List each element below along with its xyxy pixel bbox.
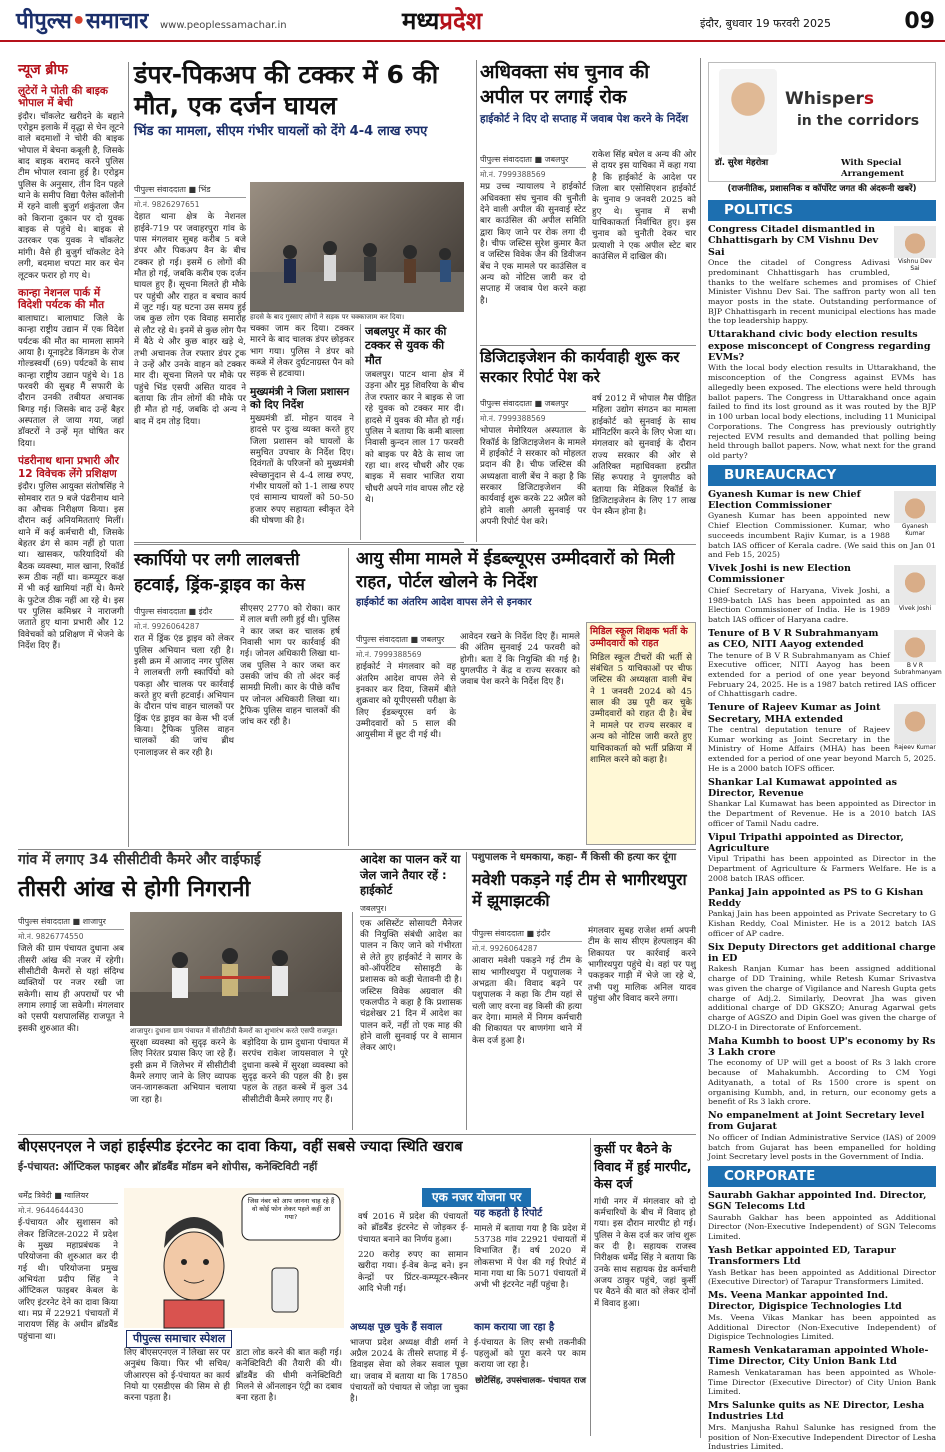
advocate-byline: पीपुल्स संवाददाता ■ जबलपुर bbox=[480, 153, 586, 168]
ews-story bbox=[356, 548, 696, 628]
bsnl-text-1: ई-पंचायत और सुशासन को लेकर डिजिटल-2022 में प्रदेश के मुख्य महाप्रबंधक ने परियोजना की शुरुआत कर दी गई थी। परियोजना प्रमुख अभियंता प्रदीप सिंह ने ऑप्टिकल फाइबर केबल के जरिए इंटरनेट देने का दावा किया था। मप्र में 22921 पंचायतों में नारायण सिंह के अधीन ब्रॉडबैंड पहुंचाना था। bbox=[18, 1218, 118, 1342]
bureaucracy-text: The tenure of B V R Subrahmanyam as Chief Executive officer, NITI Aayog has been extended for a period of one year beyond February 24, 2025. He is a 1987 batch retired IAS officer of Chhattisgarh cadre. bbox=[708, 650, 936, 699]
jail-byline: जबलपुर। bbox=[360, 902, 462, 917]
divider bbox=[18, 1134, 696, 1135]
ews-text-2: आवेदन रखने के निर्देश दिए हैं। मामले की अंतिम सुनवाई 24 फरवरी को होगी। बता दें कि नियुक्ति की गई है। युगलपीठ ने केंद्र व राज्य सरकार को जवाब पेश करने के निर्देश दिए हैं। bbox=[460, 632, 580, 688]
rajeev-kumar-photo-icon: Rajeev Kumar bbox=[894, 704, 936, 750]
bureaucracy-headline[interactable]: Six Deputy Directors get additional charge in ED bbox=[708, 941, 936, 964]
ews-text-1: हाईकोर्ट ने मंगलवार को वह अंतरिम आदेश वापस लेने से इनकार कर दिया, जिसमें बीते शुक्रवार को यूपीएससी परीक्षा के लिए ईडब्ल्यूएस वर्ग के उम्मीदवारों को 5 साल की आयुसीमा में छूट दी गई थी। bbox=[356, 662, 456, 741]
lead-text-1: देहात थाना क्षेत्र के नेशनल हाईवे-719 पर जवाहरपुरा गांव के पास मंगलवार सुबह करीब 5 बजे डंपर और पिकअप वैन के बीच टक्कर हो गई। इसमें 6 लोगों की मौत हो गई, जबकि करीब एक दर्जन घायल हुए हैं। सूचना मिलते ही मौके पर पहुंची और राहत व बचाव कार्य में जुट गई। यह घटना उस समय हुई जब कुछ लोग एक विवाह समारोह से लौट रहे थे। इनमें से कुछ लोग पैन में बैठे थे और कुछ बाहर खड़े थे, तभी अचानक तेज रफ्तार डंपर ट्रक ने उन्हें और उनके वाहन को टक्कर मार दी। सूचना मिलने पर मौके पर पहुंचे भिंड एसपी असित यादव ने बताया कि तीन लोगों की मौके पर ही मौत हो गई, जबकि दो अन्य ने बाद में दम तोड़ दिया। bbox=[134, 212, 246, 427]
corporate-headline[interactable]: Yash Betkar appointed ED, Tarapur Transformers Ltd bbox=[708, 1244, 896, 1268]
bureaucracy-text: The economy of UP will get a boost of Rs 3 lakh crore because of Mahakumbh. According to CM Yogi Adityanath, a total of Rs 1500 crore is spent on organising Kumbh, and, in return, our economy gets a benefit of Rs 3 lakh crore. bbox=[708, 1058, 936, 1107]
bureaucracy-headline[interactable]: Shankar Lal Kumawat appointed as Director, Revenue bbox=[708, 776, 898, 800]
advocate-mobile: मो.नं. 7999388569 bbox=[480, 170, 546, 179]
bureaucracy-text: Vipul Tripathi has been appointed as Director in the Department of Agriculture & Farmers Welfare. He is a 2008 batch IRAS officer. bbox=[708, 854, 936, 883]
brief-text: बालाघाट। बालाघाट जिले के कान्हा राष्ट्रीय उद्यान में एक विदेश पर्यटक की मौत का मामला सामने आया है। यूनाइटेड किंगडम के रोज गोल्डस्वर्थी (69) पर्यटकों के साथ कान्हा राष्ट्रीय उद्यान पहुंचे थे। 18 फरवरी की सुबह मैं सफारी के दौरान उनकी तबीयत अचानक बिगड़ गई। जिसके बाद उन्हें बैहर अस्पताल ले जाया गया, जहां डॉक्टरों ने उन्हें मृत घोषित कर दिया। bbox=[18, 314, 124, 449]
crowd-scene-icon bbox=[250, 182, 464, 312]
author-photo-icon bbox=[719, 69, 777, 155]
bureaucracy-text: Pankaj Jain has been appointed as Private Secretary to G Kishan Reddy, Coal Minister. He is a 2012 batch IAS officer of AP cadre. bbox=[708, 909, 936, 938]
gyanesh-kumar-photo-icon: Gyanesh Kumar bbox=[894, 491, 936, 537]
cctv-col-mid bbox=[130, 1038, 236, 1132]
cattle-text-1: आवारा मवेशी पकड़ने गई टीम के साथ भागीरथपुरा में पशुपालक ने अभद्रता की। विवाद बढ़ने पर पशुपालक ने कहा कि टीम यहां से चली जाए वरना वह किसी की हत्या कर देगा। मामले में निगम कर्मचारी की शिकायत पर बाणगंगा थाने में केस दर्ज हुआ है। bbox=[472, 956, 582, 1046]
cctv-text-3: बड़ोदिया के ग्राम दुधाना पंचायत में सरपंच राकेश जायसवाल ने पूरे दुधाना कस्बे में सुरक्षा व्यवस्था को सुदृढ़ करने की पहल की है। इस पहल के तहत कस्बे में कुल 34 सीसीटीवी कैमरे लगाए गए हैं। bbox=[242, 1038, 348, 1105]
corporate-headline[interactable]: Ms. Veena Mankar appointed Ind. Director, Digispice Technologies Ltd bbox=[708, 1290, 902, 1313]
lead-sub-text: मुख्यमंत्री डॉ. मोहन यादव ने हादसे पर दुःख व्यक्त करते हुए जिला प्रशासन को घायलों के समुचित उपचार के निर्देश दिए। दिवंगतों के परिजनों को मुख्यमंत्री स्वेच्छानुदान से 4-4 लाख रुपए, गंभीर घायलों को 1-1 लाख रुपए एवं सामान्य घायलों को 50-50 हजार रुपए सहायता स्वीकृत देने की घोषणा की है। bbox=[250, 413, 354, 527]
corporate-headline[interactable]: Ramesh Venkataraman appointed Whole-Time Director, City Union Bank Ltd bbox=[708, 1345, 929, 1368]
column-rule bbox=[476, 60, 477, 542]
bureaucracy-text: The central deputation tenure of Rajeev Kumar working as Joint Secretary in the Ministry of Home Affairs (MHA) has been extended for a period of one year beyond March 5, 2025. He is a 2000 batch IOFS officer. bbox=[708, 724, 936, 773]
dateline: इंदौर, बुधवार 19 फरवरी 2025 bbox=[700, 17, 832, 30]
corporate-item bbox=[708, 1190, 936, 1242]
cctv-headline[interactable]: तीसरी आंख से होगी निगरानी bbox=[18, 876, 251, 902]
digitization-text-2: वर्ष 2012 में भोपाल गैस पीड़ित महिला उद्योग संगठन का मामला हाईकोर्ट को सुनवाई के साथ मॉनिटरिंग करने के लिए भेजा था। मंगलवार को सुनवाई के दौरान राज्य सरकार की ओर से अतिरिक्त महाधिवक्ता हरप्रीत सिंह रूपराह ने युगलपीठ को बताया कि मेडिकल रिकॉर्ड के डिजिटाइजेशन के लिए 17 लाख पेन स्कैन होना है। bbox=[592, 394, 696, 518]
cctv-kicker: गांव में लगाए 34 सीसीटीवी कैमरे और वाईफाई bbox=[18, 852, 261, 868]
ews-byline: पीपुल्स संवाददाता ■ जबलपुर bbox=[356, 633, 456, 648]
column-rule bbox=[128, 62, 129, 847]
bureaucracy-headline[interactable]: Vipul Tripathi appointed as Director, Agriculture bbox=[708, 831, 904, 855]
lead-photo-caption: हादसे के बाद गुस्साए लोगों ने सड़क पर चक्काजाम कर दिया। bbox=[250, 313, 405, 321]
bsnl-cartoon bbox=[124, 1188, 344, 1328]
vivek-joshi-photo-icon: Vivek Joshi bbox=[894, 565, 936, 611]
jail-text: एक असिस्टेंट सोसायटी मैनेजर की नियुक्ति संबंधी आदेश का पालन न किए जाने को गंभीरता से लेते हुए हाईकोर्ट ने सागर के को-ऑपरेटिव सोसाइटी के प्रशासक को कड़ी चेतावनी दी है। जस्टिस विवेक अग्रवाल की एकलपीठ ने कहा है कि प्रशासक चंद्रशेखर 21 दिन में आदेश का पालन करें, नहीं तो एक माह की होने वाली सुनवाई पर वे सामान लेकर आएं। bbox=[360, 918, 462, 1054]
page-number: 09 bbox=[904, 9, 935, 34]
digitization-mobile: मो.नं. 7999388569 bbox=[480, 414, 546, 423]
whispers-subtitle: in the corridors bbox=[797, 113, 920, 129]
scorpio-text-2: सीएसए 2770 को रोका। कार में लाल बत्ती लगी हुई थी। पुलिस ने कार जब्त कर चालक हर्ष निवासी भाग पर कार्रवाई की गई। जोनल अधिकारी लिखा था-जब पुलिस ने कार जब्त कर उसकी जांच की तो अंदर कई सामग्री मिली। कार के पीछे काँच पर जोनल अधिकारी लिखा था। ट्रैफिक पुलिस वाहन चालकों की जांच कर रही है। bbox=[240, 604, 340, 728]
digitization-col-left bbox=[480, 394, 586, 540]
jail-headline[interactable]: आदेश का पालन करें या जेल जाने तैयार रहें : हाईकोर्ट bbox=[360, 852, 461, 898]
cattle-headline[interactable]: मवेशी पकड़ने गई टीम से भागीरथपुरा में झूमाझटकी bbox=[472, 869, 687, 911]
bureaucracy-headline[interactable]: Maha Kumbh to boost UP's economy by Rs 3 Lakh crore bbox=[708, 1035, 936, 1058]
scheme-point: वर्ष 2016 में प्रदेश की पंचायतों को ब्रॉडबैंड इंटरनेट से जोड़कर ई-पंचायत बनाने का निर्णय हुआ। bbox=[358, 1212, 468, 1245]
corporate-text: Ms. Veena Vikas Mankar has been appointed as Additional Director (Non-Executive Independent) of Digispice Technologies Limited. bbox=[708, 1312, 936, 1342]
bsnl-col-left bbox=[18, 1186, 118, 1436]
bsnl-mobile: मो.नं. 9644644430 bbox=[18, 1206, 84, 1215]
bureaucracy-text: Gyanesh Kumar has been appointed new Chief Election Commissioner. Kumar, who succeeds incumbent Rajiv Kumar, is a 1988 batch IAS officer of Kerala cadre. (We said this on Jan 01 and Feb 15, 2025) bbox=[708, 511, 936, 560]
report-box bbox=[474, 1208, 586, 1292]
advocate-text-2: राकेश सिंह बघेल व अन्य की ओर से दायर इस याचिका में कहा गया है कि हाईकोर्ट के आदेश पर जिला बार एसोसिएशन हाईकोर्ट के चुनाव 9 जनवरी 2025 को हुए थे। चुनाव में सभी याचिकाकर्ता निर्वाचित हुए। इस चुनाव को चुनौती देकर चार प्रत्याशी ने एक अपील स्टेट बार काउंसिल में दाखिल की। bbox=[592, 150, 696, 263]
bsnl-deck: ई-पंचायत: ऑप्टिकल फाइबर और ब्रॉडबैंड मॉडम बने शोपीस, कनेक्टिविटी नहीं bbox=[18, 1161, 318, 1174]
scheme-point: 220 करोड़ रुपए का सामान खरीदा गया। ई-वेब केन्द्र बने। इन केन्द्रों पर प्रिंटर-कम्प्यूटर-स्कैनर आदि भेजी गई। bbox=[358, 1250, 468, 1295]
whispers-arrangement: With Special Arrangement bbox=[841, 158, 905, 179]
bsnl-story bbox=[18, 1138, 586, 1184]
corporate-text: Yash Betkar has been appointed as Additional Director (Executive Director) of Tarapur Transformers Limited. bbox=[708, 1267, 936, 1287]
chair-headline[interactable]: कुर्सी पर बैठने के विवाद में हुई मारपीट, केस दर्ज bbox=[594, 1141, 692, 1191]
corporate-text: Saurabh Gakhar has been appointed as Additional Director (Non-Executive Independent) of SGN Telecoms Limited. bbox=[708, 1212, 936, 1242]
whispers-header bbox=[708, 62, 936, 182]
bureaucracy-item bbox=[708, 777, 936, 829]
whispers-brand: Whispers bbox=[785, 89, 875, 109]
brief-text: इंदौर। चॉकलेट खरीदने के बहाने एरोड्रम इलाके में वृद्धा से चेन लूटने वाले बदमाशों ने चोरी की बाइक भोपाल में बेचना कबूली है, जिसके बाद बाइक बरामद करने पुलिस टीम भोपाल रवाना हुई है। एरोड्रम पुलिस के अनुसार, तीन दिन पहले थाने के समीप विद्या पैलेस कॉलोनी में रहने वाली बुजुर्ग शकुंतला जैन को किराना दुकान पर दो युवक बाइक से पहुंचे थे। बाइक से उतरकर एक युवक ने चॉकलेट मांगी। वैसे ही बुजुर्ग चॉकलेट देने लगी, बदमाश चपटा मार कर चेन लूटकर फरार हो गए थे। bbox=[18, 111, 124, 281]
scorpio-col-left bbox=[134, 602, 234, 845]
cattle-kicker: पशुपालक ने धमकाया, कहा- मैं किसी की हत्या कर दूंगा bbox=[472, 852, 677, 863]
cctv-mobile: मो.नं. 9826774550 bbox=[18, 932, 84, 941]
advocate-col-left bbox=[480, 150, 586, 342]
lead-subhead: मुख्यमंत्री ने जिला प्रशासन को दिए निर्देश bbox=[250, 385, 350, 411]
bureaucracy-item bbox=[708, 1036, 936, 1107]
chair-text: गांधी नगर में मंगलवार को दो कर्मचारियों के बीच में विवाद हो गया। इस दौरान मारपीट हो गई। पुलिस ने केस दर्ज कर जांच शुरू कर दी है। सहायक राजस्व निरीक्षक धर्मेंद्र सिंह ने बताया कि उनके साथ सहायक ग्रेड कर्मचारी अजय ठाकुर पहुंचे, जहां कुर्सी पर बैठने की बात को लेकर दोनों में विवाद हुआ। bbox=[594, 1196, 696, 1309]
bureaucracy-item bbox=[708, 942, 936, 1033]
bureaucracy-label: BUREAUCRACY bbox=[708, 465, 936, 486]
bureaucracy-item bbox=[708, 563, 936, 625]
bsnl-col-mid bbox=[124, 1348, 230, 1436]
teacher-text: मिडिल स्कूल टीचरों की भर्ती से संबंधित 5 याचिकाओं पर चीफ जस्टिस की अध्यक्षता वाली बेंच ने 1 जनवरी 2024 को 45 साल की उम्र पूरी कर चुके उम्मीदवारों को राहत दी है। बेंच ने मामले पर राज्य सरकार व अन्य को नोटिस जारी करते हुए याचिकाकर्ता को भर्ती प्रक्रिया में शामिल करने को कहा है। bbox=[590, 652, 692, 765]
corporate-label: CORPORATE bbox=[708, 1166, 936, 1187]
bureaucracy-text: Shankar Lal Kumawat has been appointed as Director in the Department of Revenue. He is a 2010 batch IAS officer of Tamil Nadu cadre. bbox=[708, 799, 936, 828]
corporate-headline[interactable]: Mrs Salunke quits as NE Director, Lesha Industries Ltd bbox=[708, 1400, 925, 1423]
column-rule bbox=[466, 852, 467, 1130]
brief-item bbox=[18, 455, 124, 652]
car-crash-headline[interactable]: जबलपुर में कार की टक्कर से युवक की मौत bbox=[365, 324, 447, 367]
corporate-item bbox=[708, 1400, 936, 1452]
cattle-text-2: मंगलवार सुबह राजेश शर्मा अपनी टीम के साथ सीएम हेल्पलाइन की शिकायत पर कार्रवाई करने भागीरथपुरा पहुंचे थे। वहां पर पशु पकड़कर गाड़ी में भेजे जा रहे थे, तभी पशु मालिक अनिल यादव पहुंचा और विवाद करने लगा। bbox=[588, 926, 696, 1005]
teacher-box bbox=[586, 622, 696, 845]
cattle-byline: पीपुल्स संवाददाता ■ इंदौर bbox=[472, 927, 582, 942]
advocate-headline[interactable]: अधिवक्ता संघ चुनाव की अपील पर लगाई रोक bbox=[480, 61, 650, 108]
ews-headline[interactable]: आयु सीमा मामले में ईडब्ल्यूएस उम्मीदवारों को मिली राहत, पोर्टल खोलने के निर्देश bbox=[356, 549, 675, 592]
column-rule bbox=[352, 912, 353, 1130]
scorpio-byline: पीपुल्स संवाददाता ■ इंदौर bbox=[134, 605, 234, 620]
cattle-col-left bbox=[472, 924, 582, 1130]
scorpio-mobile: मो.नं. 9926064287 bbox=[134, 622, 200, 631]
jail-story bbox=[360, 852, 462, 1130]
corporate-text: Mrs. Manjusha Rahul Salunke has resigned from the position of Non-Executive Independent Director of Lesha Industries Limited. bbox=[708, 1422, 936, 1452]
work-signature: छोटेसिंह, उपसंचालक- पंचायत राज bbox=[475, 1375, 586, 1386]
question-text: भाजपा प्रदेश अध्यक्ष वीडी शर्मा ने अप्रैल 2024 के तीसरे सप्ताह में ई-डिवाइस सेवा को लेकर सवाल पूछा था। जवाब में बताया था कि 17850 पंचायतों को पंचायत से जोड़ा जा चुका है। bbox=[350, 1337, 468, 1405]
digitization-story bbox=[480, 348, 696, 392]
divider bbox=[18, 849, 696, 850]
brief-headline: पंडरीनाथ थाना प्रभारी और 12 विवेचक लेंगे प्रशिक्षण bbox=[18, 455, 119, 480]
corporate-headline[interactable]: Saurabh Gakhar appointed Ind. Director, SGN Telecoms Ltd bbox=[708, 1189, 927, 1213]
cctv-text-2: सुरक्षा व्यवस्था को सुदृढ़ करने के लिए निरंतर प्रयास किए जा रहे हैं। इसी क्रम में जिलेभर में सीसीटीवी कैमरे लगाए जाने के लिए व्यापक जन-जागरूकता अभियान चलाया जा रहा है। bbox=[130, 1038, 236, 1105]
scheme-points bbox=[350, 1208, 468, 1295]
bureaucracy-item bbox=[708, 627, 942, 699]
digitization-text-1: भोपाल मेमोरियल अस्पताल के रिकॉर्ड के डिजिटाइजेशन के मामले में हाईकोर्ट ने सरकार को मोहलत प्रदान की है। चीफ जस्टिस की अध्यक्षता वाली बेंच ने कहा है कि सरकार डिजिटाइजेशन की कार्यवाई शुरू करके 22 अप्रैल को होने वाली अगली सुनवाई पर अपनी रिपोर्ट पेश करे। bbox=[480, 426, 586, 528]
section-title: मध्यप्रदेश bbox=[402, 7, 483, 35]
bureaucracy-headline[interactable]: Pankaj Jain appointed as PS to G Kishan Reddy bbox=[708, 886, 924, 910]
bureaucracy-text: Rakesh Ranjan Kumar has been assigned additional charge of DD Training, while Retesh Kumar Srivastva was given the charge of Vigilance and Naresh Gupta gets charge of Adj.2. Similarly, Deovrat Jha was given additional charge of DD GKSZO; Anurag Agarwal gets charge of AGSZO and Dipin Goel was given the charge of DLZO-I in Directorate of Enforcement. bbox=[708, 964, 936, 1032]
report-text: मामले में बताया गया है कि प्रदेश में 53738 गांव 22921 पंचायतों में विभाजित हैं। वर्ष 2020 में लोकसभा में पेश की गई रिपोर्ट में माना गया था कि 5071 पंचायतों में अभी भी इंटरनेट नहीं पहुंचा है। bbox=[474, 1223, 586, 1291]
teacher-headline[interactable]: मिडिल स्कूल शिक्षक भर्ती के उम्मीदवारों को राहत bbox=[590, 626, 688, 649]
inauguration-scene-icon bbox=[130, 912, 342, 1026]
ews-col-left bbox=[356, 630, 456, 845]
politics-text: With the local body election results in Uttarakhand, the misconception of the Congress against EVMs has allegedly been exposed. The elections were held through ballot papers. The Congress in Uttarakhand once again failed to find its lost ground as it was routed by the BJP in 100 urban local body elections, including 11 Municipal Corporations. The Congress has previously outrightly rejected EVM results and demanded that polling being held through ballot papers. Now, what next for the grand old party? bbox=[708, 363, 936, 460]
politics-headline[interactable]: Uttarakhand civic body election results expose misconcept of Congress regarding EVMs? bbox=[708, 329, 931, 363]
divider bbox=[134, 542, 464, 543]
brief-headline: कान्हा नेशनल पार्क में विदेशी पर्यटक की मौत bbox=[18, 286, 105, 312]
bsnl-byline: धर्मेंद्र त्रिवेदी ■ ग्वालियर bbox=[18, 1189, 118, 1204]
scorpio-text-1: रात में ड्रिंक एंड ड्राइव को लेकर पुलिस अभियान चला रही है। इसी क्रम में आजाद नगर पुलिस ने लालबत्ती लगी स्कार्पियो को पकड़ा और चालक पर कार्रवाई करते हुए बत्ती हटवाई। अभियान के दौरान पांच वाहन चालकों पर ड्रिंक एंड ड्राइव का केस भी दर्ज किया। ट्रैफिक पुलिस वाहन चालकों की जांच ब्रीथ एनालाइजर से कर रही है। bbox=[134, 634, 234, 758]
bureaucracy-item bbox=[708, 489, 936, 560]
bureaucracy-text: No officer of Indian Administrative Service (IAS) of 2009 batch from Gujarat has been empanelled for holding Joint Secretary level posts in the Government of India. bbox=[708, 1132, 936, 1162]
column-rule bbox=[590, 1138, 591, 1436]
bureaucracy-item bbox=[708, 1110, 936, 1162]
bvr-subrahmanyam-photo-icon: B V R Subrahmanyam bbox=[894, 630, 936, 676]
column-rule bbox=[348, 548, 349, 846]
newspaper-logo[interactable]: पीपुल्स•समाचार bbox=[16, 9, 149, 34]
masthead bbox=[0, 0, 945, 42]
corporate-item bbox=[708, 1345, 936, 1397]
divider bbox=[134, 544, 696, 545]
corporate-text: Ramesh Venkataraman has been appointed as Whole-Time Director (Executive Director) of City Union Bank Limited. bbox=[708, 1367, 936, 1397]
cctv-col-left bbox=[18, 912, 124, 1132]
question-box bbox=[350, 1322, 468, 1406]
scheme-banner: एक नजर योजना पर bbox=[422, 1188, 531, 1207]
bureaucracy-headline[interactable]: Tenure of Rajeev Kumar as Joint Secretary, MHA extended bbox=[708, 702, 881, 725]
special-tag: पीपुल्स समाचार स्पेशल bbox=[126, 1330, 232, 1348]
whispers-author: डॉ. सुरेश मेहरोत्रा bbox=[715, 158, 769, 168]
work-headline: काम कराया जा रहा है bbox=[474, 1322, 555, 1333]
right-column bbox=[708, 196, 942, 1452]
site-url[interactable]: www.peoplessamachar.in bbox=[160, 20, 287, 31]
digitization-col-right bbox=[592, 394, 696, 540]
vishnu-dev-sai-photo-icon: Vishnu Dev Sai bbox=[894, 226, 936, 272]
lead-col-left bbox=[134, 180, 246, 540]
car-crash-text: जबलपुर। पाटन थाना क्षेत्र में उड़ना और मुड़ शिवरिया के बीच तेज रफ्तार कार ने बाइक से जा रहे युवक को टक्कर मार दी। हादसे में युवक की मौत हो गई। पुलिस ने बताया कि कमी बाल्ला निवासी कुन्दन लाल 17 फरवरी को बाइक पर बैठे के साथ जा रहा था। शरद चौधरी और एक बाइक में सवार भाजित राया चौधरी अपने गांव वापस लौट रहे थे। bbox=[365, 370, 464, 505]
scheme-box bbox=[350, 1188, 586, 1436]
cctv-col-right bbox=[242, 1038, 348, 1132]
whispers-tagline: (राजनीतिक, प्रशासनिक व कॉर्पोरेट जगत की अंदरूनी खबरें) bbox=[727, 184, 917, 194]
lead-text-2: चक्का जाम कर दिया। टक्कर मारने के बाद चालक डंपर छोड़कर भाग गया। पुलिस ने डंपर को कब्जे में लेकर दुर्घटनाग्रस्त पैन को सड़क से हटवाया। bbox=[250, 324, 354, 380]
politics-text: Once the citadel of Congress Adivasi predominant Chhattisgarh has crumbled, thanks to the welfare schemes and promises of Chief Minister Vishnu Dev Sai. The saffron party won all ten mayor posts in the state. Outstanding performance of BJP Chhattisgarh in recent municipal elections has made the top leadership happy. bbox=[708, 258, 936, 326]
advocate-deck: हाईकोर्ट ने दिए दो सप्ताह में जवाब पेश करने के निर्देश bbox=[480, 113, 689, 126]
bureaucracy-headline[interactable]: Vivek Joshi is new Election Commissioner bbox=[708, 563, 851, 586]
corporate-item bbox=[708, 1290, 936, 1342]
lead-mobile: मो.नं. 9826297651 bbox=[134, 200, 200, 209]
corporate-item bbox=[708, 1245, 936, 1287]
ews-mobile: मो.नं. 7999388569 bbox=[356, 650, 422, 659]
lead-photo bbox=[250, 182, 464, 312]
bureaucracy-headline[interactable]: Tenure of B V R Subrahmanyam as CEO, NITI Aayog extended bbox=[708, 627, 879, 651]
bureaucracy-headline[interactable]: Gyanesh Kumar is new Chief Election Commissioner bbox=[708, 488, 861, 511]
cctv-byline: पीपुल्स संवाददाता ■ शाजापुर bbox=[18, 915, 124, 930]
brief-headline: लुटेरों ने पोती की बाइक भोपाल में बेची bbox=[18, 84, 108, 110]
lead-col-mid bbox=[250, 324, 354, 540]
bsnl-text-2: लिए बीएसएनएल ने लिखा सर पर अनुबंध किया। फिर भी सचिव/जीआरएस को ई-पंचायत का कार्य नियो या एसडीएस की सिम से ही करना पड़ता है। bbox=[124, 1348, 230, 1404]
report-headline: यह कहती है रिपोर्ट bbox=[474, 1208, 543, 1219]
brief-item bbox=[18, 85, 124, 282]
divider bbox=[480, 345, 696, 346]
cctv-photo-caption: शाजापुर। दुधाना ग्राम पंचायत में सीसीटीवी कैमरों का शुभारंभ करते एसपी राजपूत। bbox=[130, 1027, 338, 1035]
bureaucracy-headline[interactable]: No empanelment at Joint Secretary level from Gujarat bbox=[708, 1109, 925, 1133]
advocate-col-right bbox=[592, 150, 696, 342]
chair-fight-story bbox=[594, 1140, 696, 1436]
brief-item bbox=[18, 287, 124, 450]
bureaucracy-item bbox=[708, 702, 936, 773]
lead-headline[interactable]: डंपर-पिकअप की टक्कर में 6 की मौत, एक दर्जन घायल bbox=[134, 60, 439, 120]
digitization-headline[interactable]: डिजिटाइजेशन की कार्यवाही शुरू कर सरकार रिपोर्ट पेश करे bbox=[480, 348, 680, 386]
cctv-text-1: जिले की ग्राम पंचायत दुधाना अब तीसरी आंख की नजर में रहेगी। सीसीटीवी कैमरों से यहां संदिग्ध व्यक्तियों पर नजर रखी जा सकेगी। साथ ही अपराधों पर भी लगाम लगाई जा सकेगी। मंगलवार को एसपी यशपालसिंह राजपूत ने इसकी शुरुआत की। bbox=[18, 944, 124, 1034]
cctv-photo bbox=[130, 912, 342, 1026]
politics-label: POLITICS bbox=[708, 200, 936, 221]
digitization-byline: पीपुल्स संवाददाता ■ जबलपुर bbox=[480, 397, 586, 412]
brief-text: इंदौर। पुलिस आयुक्त संतोषसिंह ने सोमवार रात 9 बजे पंढरीनाथ थाने का औचक निरीक्षण किया। इस दौरान कई अनियमितताएं मिलीं। थाने में कई कर्मचारी थी, जिसके बेहतर ढंग से काम नहीं हो पाता था। खासकर, फरियादियों की बैठक व्यवस्था, माल खाना, रिकॉर्ड रूम ठीक नहीं था। कम्प्यूटर कक्ष में भी कई खामियां नहीं थे। कैमरे के फुटेज ठीक नहीं आ रहे थे। इस पर पुलिस कमिश्नर ने नाराजगी जताते हुए थाना प्रभारी और 12 विवेचकों को प्रशिक्षण में भेजने के निर्देश दिए हैं। bbox=[18, 482, 124, 652]
bureaucracy-item bbox=[708, 832, 936, 884]
bureaucracy-item bbox=[708, 887, 936, 939]
news-brief-column bbox=[18, 62, 124, 847]
bsnl-text-3: डाटा लोड करने की बात कही गई। कनेक्टिविटी की तैयारी की थी। ब्रॉडबैंड की धीमी कनेक्टिविटी मिलने से ऑनलाइन एंट्री का दबाव बना रहता है। bbox=[236, 1348, 342, 1404]
work-box bbox=[474, 1322, 586, 1387]
jabalpur-car-box bbox=[360, 324, 464, 540]
politics-headline[interactable]: Congress Citadel dismantled in Chhattisgarh by CM Vishnu Dev Sai bbox=[708, 223, 879, 258]
cattle-story bbox=[472, 852, 696, 932]
advocate-text-1: मप्र उच्च न्यायालय ने हाईकोर्ट अधिवक्ता संघ चुनाव की चुनौती देने वाली अपील की सुनवाई स्टेट बार काउंसिल की अपील समिति द्वारा किए जाने पर रोक लगा दी है। चीफ जस्टिस सुरेश कुमार कैत व जस्टिस विवेक जैन की डिवीजन बेंच ने एक मामले पर काउंसिल व अन्य को नोटिस जारी कर दो सप्ताह में जवाब पेश करने कहा है। bbox=[480, 182, 586, 306]
work-text: ई-पंचायत के लिए सभी तकनीकी पहलुओं को पूरा करने पर काम कराया जा रहा है। bbox=[474, 1337, 586, 1371]
question-headline: अध्यक्ष पूछ चुके हैं सवाल bbox=[350, 1322, 443, 1333]
lead-byline: पीपुल्स संवाददाता ■ भिंड bbox=[134, 183, 246, 198]
cattle-col-right bbox=[588, 926, 696, 1130]
news-brief-tag: न्यूज ब्रीफ bbox=[18, 62, 68, 78]
scorpio-col-right bbox=[240, 604, 340, 845]
politics-item bbox=[708, 224, 936, 326]
cartoon-speech-bubble: जिस नंबर को आप जानना चाह रहे हैं वो कोई फोन लेकर पहले कहीं आ गया? bbox=[247, 1197, 335, 1222]
ews-deck: हाईकोर्ट का अंतरिम आदेश वापस लेने से इनकार bbox=[356, 596, 532, 608]
cattle-mobile: मो.नं. 9926064287 bbox=[472, 944, 538, 953]
bsnl-col-right bbox=[236, 1348, 342, 1436]
scorpio-headline[interactable]: स्कार्पियो पर लगी लालबत्ती हटवाई, ड्रिंक-ड्राइव का केस bbox=[134, 550, 305, 595]
bureaucracy-text: Chief Secretary of Haryana, Vivek Joshi, a 1989-batch IAS has been appointed as an Election Commissioner of India. He is 1989 batch IAS officer of Haryana cadre. bbox=[708, 585, 890, 625]
politics-item bbox=[708, 329, 936, 461]
column-rule bbox=[700, 58, 701, 1438]
ews-col-right bbox=[460, 632, 580, 845]
lead-deck: भिंड का मामला, सीएम गंभीर घायलों को देंगे 4-4 लाख रुपए bbox=[134, 124, 428, 139]
bsnl-headline[interactable]: बीएसएनएल ने जहां हाईस्पीड इंटरनेट का दावा किया, वहीं सबसे ज्यादा स्थिति खराब bbox=[18, 1139, 463, 1155]
